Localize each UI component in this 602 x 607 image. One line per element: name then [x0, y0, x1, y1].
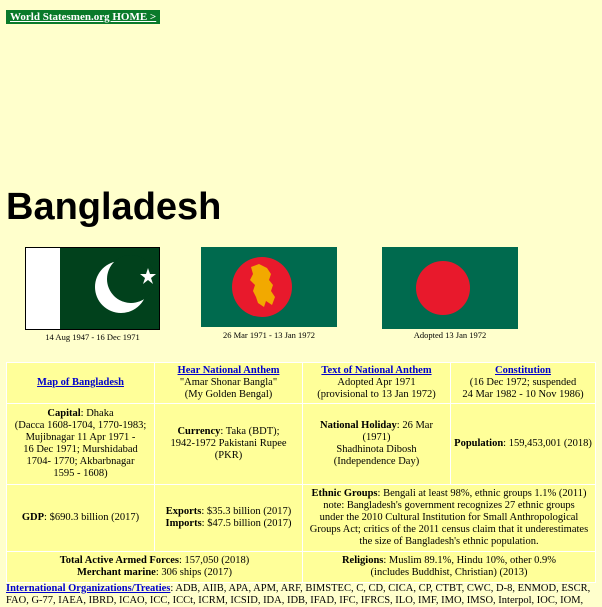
currency-label: Currency: [177, 426, 221, 437]
currency-history: (PKR): [214, 450, 243, 461]
capital-history: 16 Dec 1971; Murshidabad: [23, 444, 138, 455]
imports-label: Imports: [165, 518, 202, 529]
bangladesh-flag-image: [382, 247, 518, 329]
ethnic-note: Groups Act; critics of the 2011 census claim that it underestimates: [309, 524, 589, 535]
constitution-link[interactable]: Constitution: [494, 365, 551, 376]
anthem-adopted: Adopted Apr 1971: [337, 377, 416, 388]
exports-label: Exports: [165, 506, 202, 517]
gdp-value: : $690.3 billion (2017): [44, 512, 140, 523]
ethnic-note: under the 2010 Cultural Institution for Small Anthropological: [319, 512, 579, 523]
holiday-cell: [303, 404, 450, 484]
gdp-label: GDP: [21, 512, 45, 523]
constitution-suspension: 24 Mar 1982 - 10 Nov 1986): [462, 389, 584, 400]
home-link[interactable]: World Statesmen.org HOME >: [6, 10, 160, 24]
religions-cell: [303, 552, 595, 582]
capital-history: 1595 - 1608): [53, 468, 108, 479]
capital-label: Capital: [47, 408, 81, 419]
anthem-translation: (My Golden Bengal): [184, 389, 273, 400]
currency-history: 1942-1972 Pakistani Rupee: [170, 438, 287, 449]
ethnic-value: : Bengali at least 98%, ethnic groups 1.1% (2011): [377, 488, 587, 499]
military-cell: [7, 552, 302, 582]
anthem-title: "Amar Shonar Bangla": [179, 377, 278, 388]
ethnic-cell: [303, 485, 595, 551]
religions-value: : Muslim 89.1%, Hindu 10%, other 0.9%: [383, 555, 557, 566]
flag-caption: Adopted 13 Jan 1972: [413, 330, 487, 340]
forces-value: : 157,050 (2018): [178, 555, 250, 566]
population-value: : 159,453,001 (2018): [503, 438, 592, 449]
holiday-name: Shadhinota Dibosh: [336, 444, 417, 455]
trade-cell: [155, 485, 302, 551]
pakistan-flag-image: [25, 247, 160, 330]
capital-value: : Dhaka: [80, 408, 114, 419]
orgs-list: FAO, G-77, IAEA, IBRD, ICAO, ICC, ICCt, ICRM, ICSID, IDA, IDB, IFAD, IFC, IFRCS, ILO, IMF, IMO, IMSO, Interpol, IOC, IOM,: [6, 595, 584, 606]
capital-cell: [7, 404, 154, 484]
holiday-translation: (Independence Day): [333, 456, 420, 467]
merchant-label: Merchant marine: [77, 567, 156, 578]
ethnic-label: Ethnic Groups: [311, 488, 378, 499]
population-label: Population: [454, 438, 504, 449]
capital-history: Mujibnagar 11 Apr 1971 -: [25, 432, 136, 443]
population-cell: [451, 404, 595, 484]
ethnic-note: the size of Bangladesh's ethnic population.: [359, 536, 539, 547]
page-title: Bangladesh: [6, 186, 222, 228]
international-orgs: [6, 583, 598, 607]
constitution-date: (16 Dec 1972; suspended: [469, 377, 577, 388]
holiday-label: National Holiday: [320, 420, 397, 431]
capital-history: 1704- 1770; Akbarbnagar: [26, 456, 135, 467]
orgs-link[interactable]: International Organizations/Treaties: [6, 583, 171, 594]
anthem-audio-link[interactable]: Hear National Anthem: [177, 365, 280, 376]
currency-value: : Taka (BDT);: [220, 426, 280, 437]
currency-cell: [155, 404, 302, 484]
country-info-table: [6, 362, 596, 583]
religions-note: (includes Buddhist, Christian) (2013): [370, 567, 528, 578]
orgs-list: : ADB, AIIB, APA, APM, ARF, BIMSTEC, C, CD, CICA, CP, CTBT, CWC, D-8, ENMOD, ESCR,: [170, 583, 591, 594]
anthem-text-link[interactable]: Text of National Anthem: [321, 365, 432, 376]
forces-label: Total Active Armed Forces: [59, 555, 179, 566]
flag-caption: 14 Aug 1947 - 16 Dec 1971: [45, 332, 140, 342]
ethnic-note: note: Bangladesh's government recognizes 27 ethnic groups: [323, 500, 575, 511]
exports-value: : $35.3 billion (2017): [201, 506, 292, 517]
merchant-value: : 306 ships (2017): [155, 567, 232, 578]
bangladesh-1971-flag-image: [201, 247, 337, 327]
capital-history: (Dacca 1608-1704, 1770-1983;: [14, 420, 147, 431]
gdp-cell: [7, 485, 154, 551]
anthem-provisional: (provisional to 13 Jan 1972): [317, 389, 436, 400]
map-link[interactable]: Map of Bangladesh: [37, 377, 124, 388]
flag-caption: 26 Mar 1971 - 13 Jan 1972: [222, 330, 316, 340]
imports-value: : $47.5 billion (2017): [201, 518, 292, 529]
holiday-value: : 26 Mar (1971): [362, 420, 433, 443]
religions-label: Religions: [341, 555, 384, 566]
